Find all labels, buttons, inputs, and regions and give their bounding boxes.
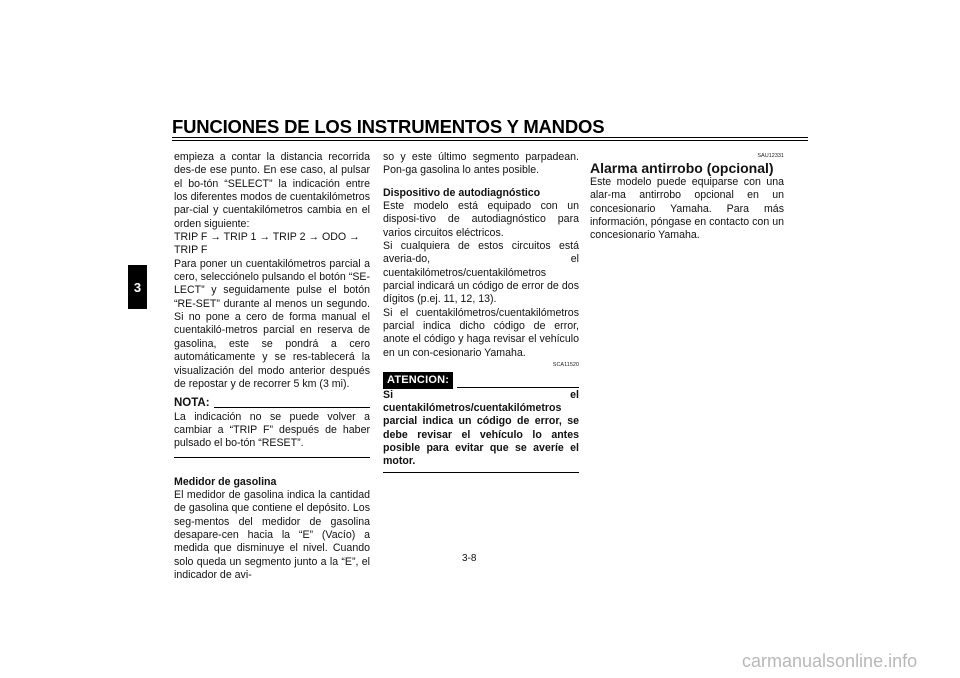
page-title: FUNCIONES DE LOS INSTRUMENTOS Y MANDOS <box>172 116 605 137</box>
note-rule <box>214 407 370 408</box>
paragraph: Este modelo está equipado con un disposi-tivo de autodiagnóstico para varios circuitos eléctricos. <box>383 200 579 239</box>
alarm-heading: Alarma antirrobo (opcional) <box>590 160 774 176</box>
alarm-text: Este modelo puede equiparse con una alar-ma antirrobo opcional en un concesionario Yamaha. Para más información, póngase en contacto con un concesionario Yamaha. <box>590 176 784 242</box>
paragraph: Si cualquiera de estos circuitos está averia-do, el cuentakilómetros/cuentakilómetros parcial indicará un código de error de dos dígitos (p.ej. 11, 12, 13). <box>383 240 579 306</box>
note-label: NOTA: <box>174 397 210 410</box>
note-header <box>174 397 370 410</box>
section-code: SAU12331 <box>757 153 784 159</box>
column-right <box>590 151 784 243</box>
caution-header <box>383 372 579 388</box>
paragraph: Si el cuentakilómetros/cuentakilómetros parcial indica dicho código de error, anote el código y haga revisar el vehículo en un con-cesionario Yamaha. <box>383 306 579 359</box>
title-rule-thin <box>172 140 808 141</box>
column-left <box>174 151 370 582</box>
caution-label: ATENCION: <box>383 372 453 388</box>
watermark-text: carmanualsonline.info <box>742 651 918 671</box>
note-text: La indicación no se puede volver a cambiar a “TRIP F” después de haber pulsado el bo-tón “RESET”. <box>174 410 370 450</box>
note-end-rule <box>174 457 370 458</box>
caution-code: SCA11520 <box>552 362 579 369</box>
column-middle <box>383 151 579 473</box>
title-rule <box>172 137 808 138</box>
caution-text: Si el cuentakilómetros/cuentakilómetros parcial indica un código de error, se debe revisar el vehículo lo antes posible para evitar que se averíe el motor. <box>383 388 579 468</box>
trip-sequence: TRIP F → TRIP 1 → TRIP 2 → ODO → TRIP F <box>174 231 360 257</box>
paragraph: Para poner un cuentakilómetros parcial a cero, selecciónelo pulsando el botón “SE-LECT” y seguidamente pulse el botón “RE-SET” durante al menos un segundo. Si no pone a cero de forma manual el cuentakiló-metros parcial en reserva de gasolina, este se pondrá a cero automáticamente y se res-tablecerá la visualización del modo anterior después de repostar y de recorrer 5 km (3 mi). <box>174 257 370 390</box>
page-number: 3-8 <box>462 553 477 564</box>
fuel-gauge-text: El medidor de gasolina indica la cantidad de gasolina que contiene el depósito. Los seg-mentos del medidor de gasolina desapare-cen hacia la “E” (Vacío) a medida que disminuye el nivel. Cuando solo queda un segmento junto a la “E”, el indicador de avi- <box>174 488 370 581</box>
fuel-gauge-heading: Medidor de gasolina <box>174 475 277 488</box>
section-tab: 3 <box>128 265 147 309</box>
note-block <box>174 397 370 457</box>
paragraph: so y este último segmento parpadean. Pon-ga gasolina lo antes posible. <box>383 151 579 177</box>
diagnostic-heading: Dispositivo de autodiagnóstico <box>383 186 541 199</box>
caution-end-rule <box>383 472 579 473</box>
caution-rule <box>457 387 579 388</box>
paragraph: empieza a contar la distancia recorrida des-de ese punto. En ese caso, al pulsar el bo-tón “SELECT” la indicación entre los diferentes modos de cuentakilómetros par-cial y cuentakilómetros cambia en el orden siguiente: <box>174 151 370 230</box>
